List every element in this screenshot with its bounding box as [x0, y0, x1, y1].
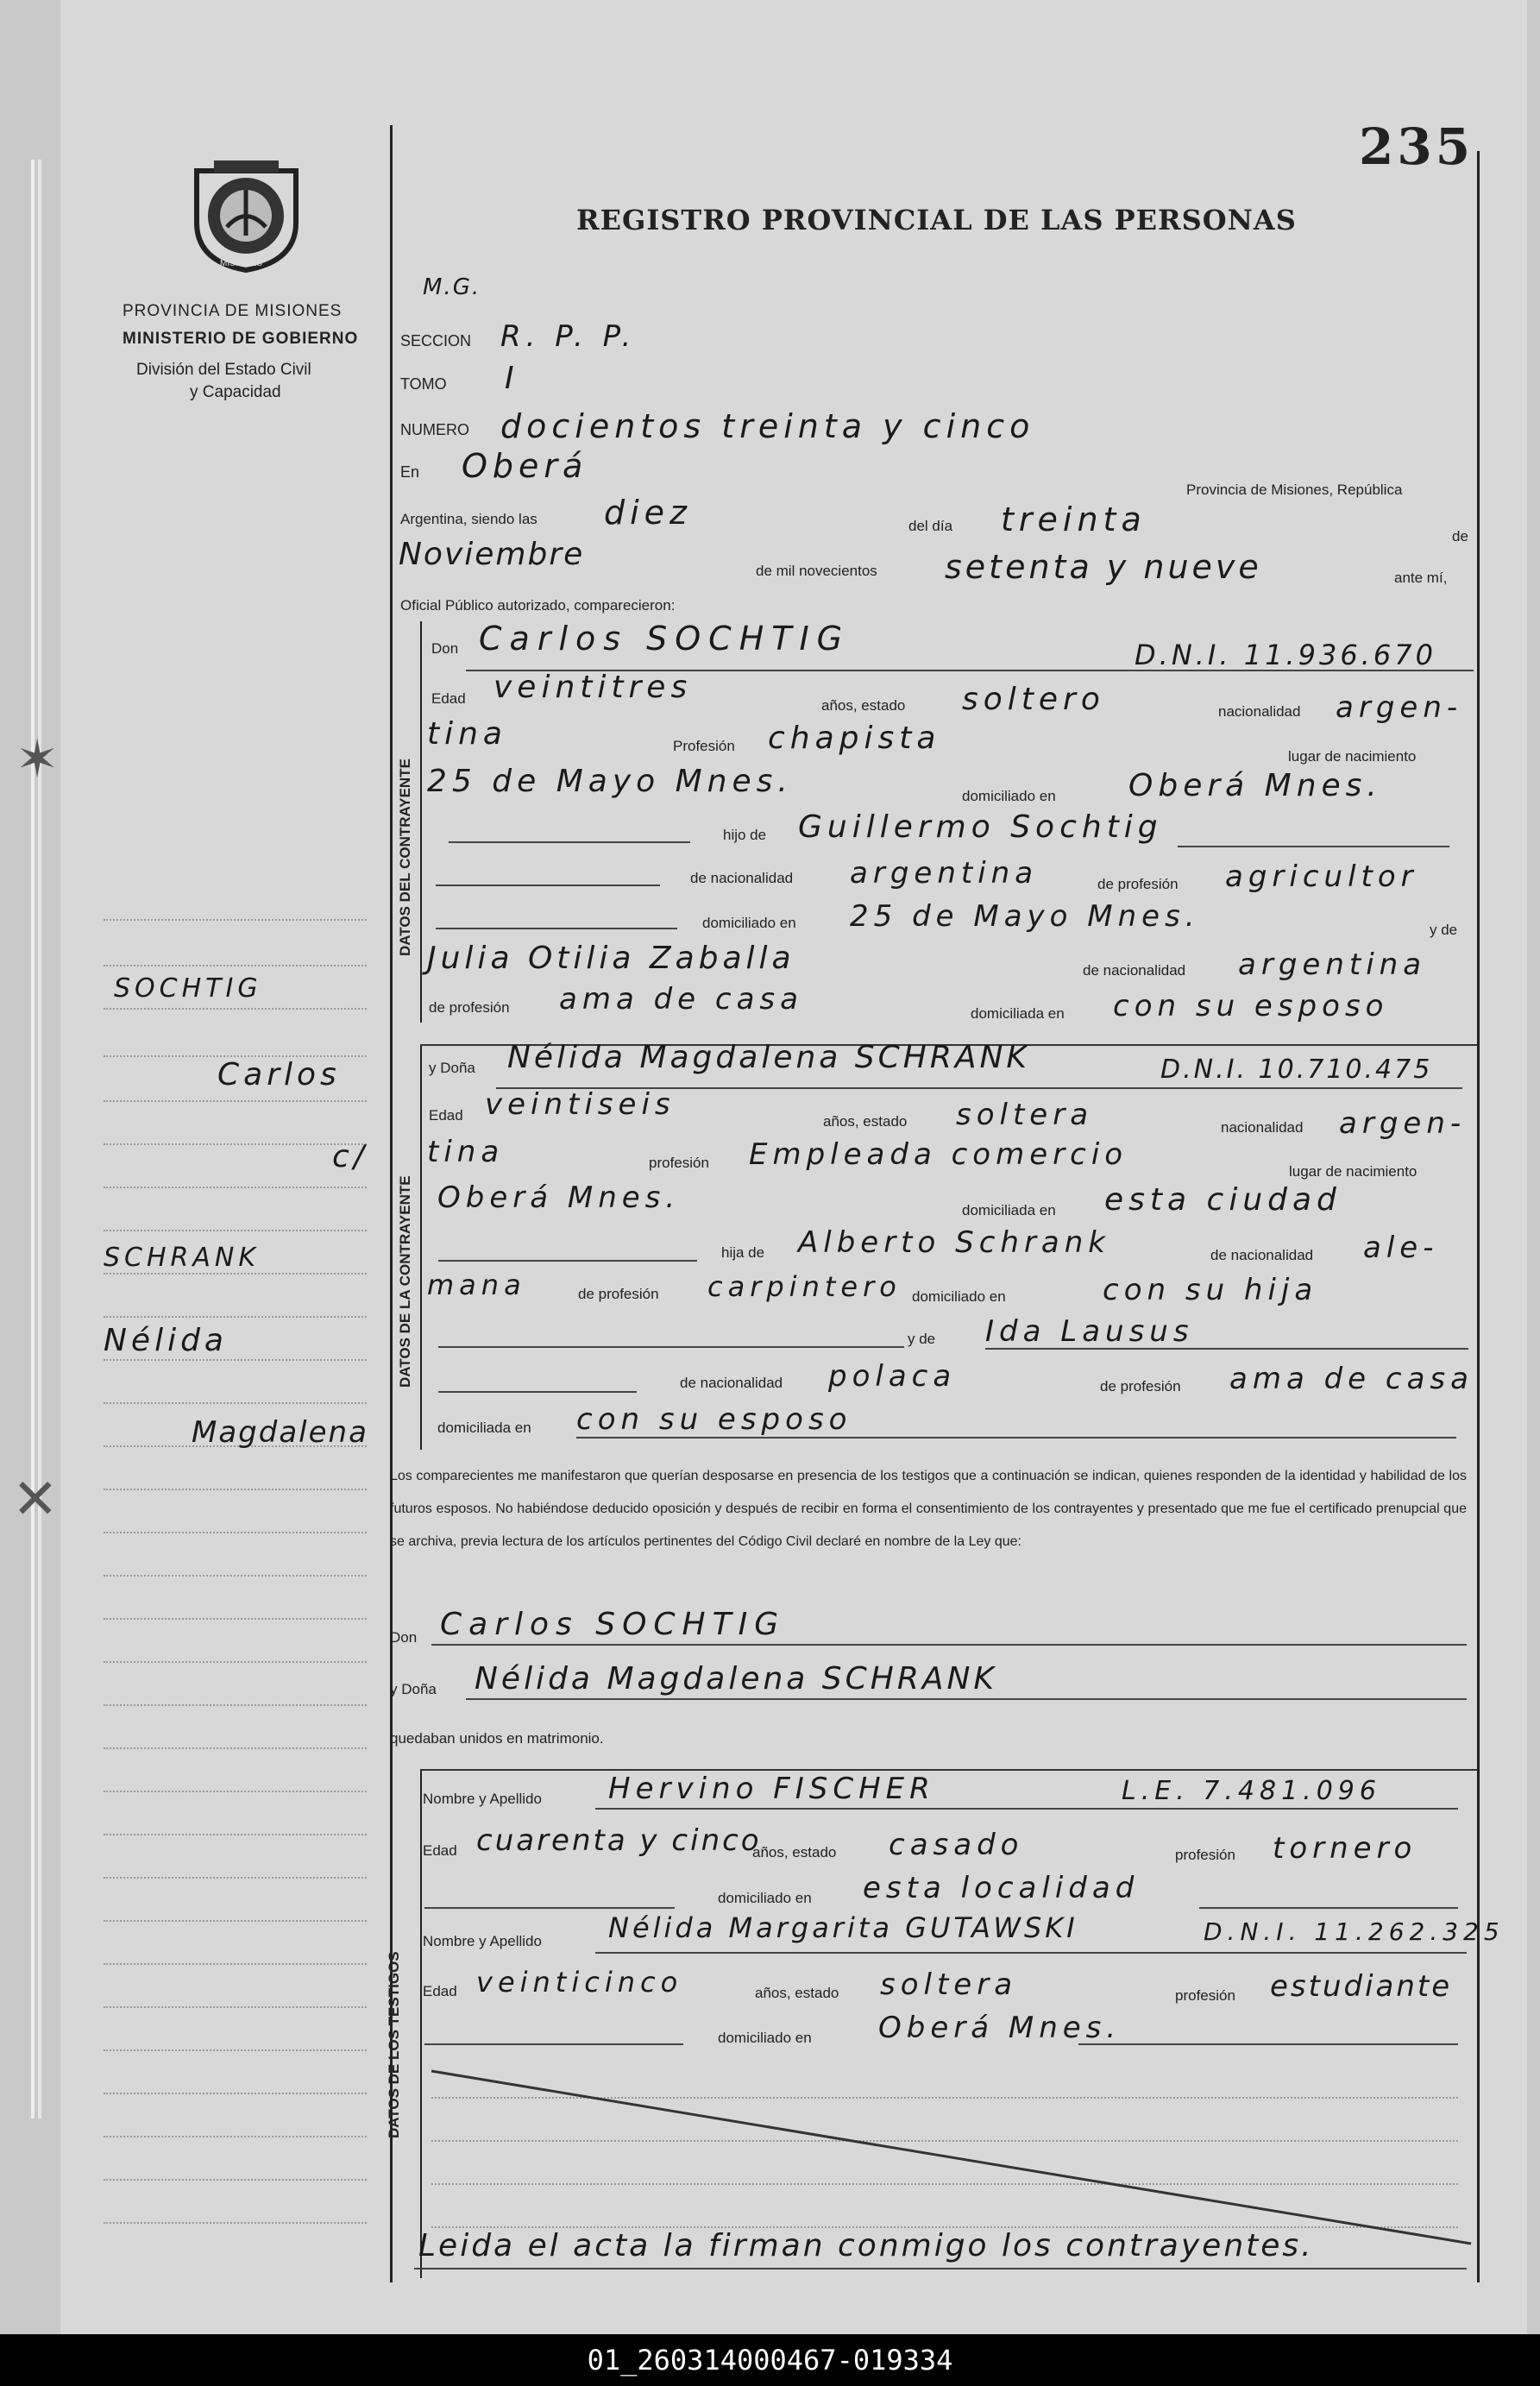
testigo-2-name: Nélida Margarita GUTAWSKI — [608, 1911, 1078, 1944]
margin-line — [104, 1100, 367, 1102]
underline — [466, 1698, 1467, 1700]
margin-line — [104, 1661, 367, 1663]
edad-label-t1: Edad — [423, 1842, 457, 1859]
contrayenta-profesion: Empleada comercio — [749, 1137, 1128, 1172]
margin-line — [104, 2179, 367, 2181]
right-rule — [1477, 151, 1480, 2282]
underline — [1078, 2043, 1458, 2045]
en-label: En — [400, 463, 420, 481]
underline — [414, 2268, 1467, 2270]
page-title: REGISTRO PROVINCIAL DE LAS PERSONAS — [576, 204, 1297, 236]
contrayenta-nacionalidad-cont: tina — [427, 1135, 505, 1169]
nombre-label-2: Nombre y Apellido — [423, 1933, 542, 1949]
margin-line — [104, 1618, 367, 1620]
padre-nac-label-2: de nacionalidad — [1210, 1247, 1314, 1263]
numero-label: NUMERO — [400, 421, 469, 438]
margin-line — [104, 1489, 367, 1490]
edad-label-2: Edad — [429, 1107, 463, 1124]
contrayente-padre-nac: argentina — [850, 856, 1039, 891]
tomo-label: TOMO — [400, 375, 447, 393]
don-label-2: Don — [390, 1629, 418, 1646]
anio-value: setenta y nueve — [945, 548, 1262, 586]
contrayenta-dni: D.N.I. 10.710.475 — [1160, 1054, 1433, 1085]
contrayenta-padre-nac-cont: mana — [427, 1269, 526, 1301]
image-caption: 01_260314000467-019334 — [0, 2334, 1540, 2386]
section-label-contrayente: DATOS DEL CONTRAYENTE — [397, 759, 413, 956]
declared-bride: Nélida Magdalena SCHRANK — [475, 1661, 998, 1697]
issuer-division: División del Estado Civil — [136, 361, 311, 379]
margin-name: Carlos — [217, 1057, 341, 1092]
contrayenta-padre-nac: ale- — [1363, 1231, 1439, 1265]
domiciliado-label: domiciliado en — [962, 788, 1056, 804]
estado-label-t2: años, estado — [755, 1985, 839, 2001]
margin-surname: SOCHTIG — [114, 973, 262, 1004]
underline — [431, 1644, 1467, 1646]
underline — [436, 885, 660, 886]
contrayenta-lugar: Oberá Mnes. — [437, 1180, 681, 1215]
contrayenta-padre-dom: con su hija — [1103, 1273, 1318, 1307]
estado-label-t1: años, estado — [752, 1844, 837, 1860]
hijo-label: hijo de — [723, 827, 767, 843]
underline — [438, 1260, 697, 1262]
profesion-label-t2: profesión — [1175, 1987, 1235, 2004]
dia-value: treinta — [1001, 500, 1147, 538]
margin-line — [104, 1008, 367, 1010]
contrayenta-nacionalidad: argen- — [1339, 1106, 1467, 1141]
margin-line — [104, 1575, 367, 1577]
contrayenta-padre-prof: carpintero — [707, 1270, 902, 1303]
margin-line — [104, 1963, 367, 1965]
madre-prof-label-2: de profesión — [1100, 1378, 1181, 1394]
margin-line — [104, 2222, 367, 2224]
margin-line — [104, 1273, 367, 1275]
contrayenta-madre-dom: con su esposo — [576, 1402, 852, 1437]
contrayenta-domicilio: esta ciudad — [1104, 1182, 1342, 1218]
declaration-paragraph: Los comparecientes me manifestaron que querían desposarse en presencia de los testigos que a continuación se indican, quienes responden de la identidad y habilidad de los futuros esposos. No habiéndose deducido oposición y después de recibir en forma el consentimiento de los contrayentes y presentado que me fue el certificado prenupcial que se archiva, previa lectura de los artículos pertinentes del Código Civil declaré en nombre de la Ley que: — [390, 1469, 1467, 1549]
issuer-province: PROVINCIA DE MISIONES — [123, 302, 343, 320]
madre-dom-label: domiciliada en — [971, 1005, 1065, 1022]
declared-groom: Carlos SOCHTIG — [440, 1607, 786, 1642]
binding-knot-icon: ✕ — [12, 1468, 59, 1530]
hija-label: hija de — [721, 1244, 765, 1261]
underline — [438, 1346, 904, 1348]
underline — [438, 1391, 637, 1393]
testigo-1-doc: L.E. 7.481.096 — [1122, 1776, 1381, 1806]
profesion-label-2: profesión — [649, 1155, 709, 1171]
padre-dom-label-2: domiciliado en — [912, 1288, 1006, 1305]
margin-line — [104, 2049, 367, 2051]
domiciliado-label-t1: domiciliado en — [718, 1890, 812, 1906]
margin-line — [104, 1359, 367, 1361]
underline — [595, 1808, 1458, 1810]
margin-line — [104, 1877, 367, 1879]
testigo-1-dom: esta localidad — [863, 1871, 1140, 1905]
contrayente-padre-prof: agricultor — [1225, 859, 1418, 894]
underline — [985, 1348, 1468, 1350]
closing-statement: Leida el acta la firman conmigo los contrayentes. — [418, 2228, 1314, 2263]
padre-dom-label: domiciliado en — [702, 915, 796, 931]
margin-line — [104, 1187, 367, 1188]
testigo-2-dom: Oberá Mnes. — [878, 2011, 1122, 2045]
edad-label: Edad — [431, 690, 466, 707]
contrayente-padre-dom: 25 de Mayo Mnes. — [850, 899, 1200, 934]
argentina-label: Argentina, siendo las — [400, 511, 537, 527]
margin-name-2a: Nélida — [104, 1323, 228, 1358]
testigos-top-rule — [420, 1769, 1477, 1771]
tomo-value: I — [505, 361, 519, 396]
testigo-2-edad: veinticinco — [476, 1966, 683, 1999]
margin-conjunction: c/ — [332, 1139, 368, 1174]
issuer-ministry: MINISTERIO DE GOBIERNO — [123, 330, 359, 348]
margin-line — [104, 1230, 367, 1231]
contrayente-madre-dom: con su esposo — [1113, 989, 1389, 1023]
underline — [449, 841, 690, 843]
profesion-label-t1: profesión — [1175, 1847, 1235, 1863]
padre-prof-label-2: de profesión — [578, 1286, 659, 1302]
contrayente-madre: Julia Otilia Zaballa — [427, 941, 795, 976]
testigo-1-estado: casado — [889, 1828, 1024, 1862]
estado-label: años, estado — [821, 697, 906, 714]
profesion-label: Profesión — [673, 738, 735, 754]
madre-dom-label-2: domiciliada en — [437, 1420, 531, 1436]
provincia-label: Provincia de Misiones, República — [1186, 482, 1403, 498]
seal-caption: MISIONES — [220, 259, 262, 268]
contrayente-nacionalidad: argen- — [1336, 690, 1463, 725]
contrayente-edad: veintitres — [493, 670, 693, 705]
domiciliada-label: domiciliada en — [962, 1202, 1056, 1218]
section-label-testigos: DATOS DE LOS TESTIGOS — [386, 1951, 402, 2138]
contrayenta-estado: soltera — [956, 1098, 1094, 1132]
seccion-value: R. P. P. — [500, 319, 637, 354]
nacionalidad-label-2: nacionalidad — [1221, 1119, 1304, 1136]
margin-line — [104, 1704, 367, 1706]
mes-value: Noviembre — [399, 537, 585, 572]
madre-nac-label-2: de nacionalidad — [680, 1375, 783, 1391]
contrayente-estado: soltero — [962, 682, 1105, 717]
nacionalidad-label: nacionalidad — [1218, 703, 1301, 720]
provincial-seal-icon — [188, 154, 305, 274]
contrayente-lugar: 25 de Mayo Mnes. — [427, 764, 793, 799]
margin-name-2b: Magdalena — [192, 1415, 368, 1450]
lugar-label-2: lugar de nacimiento — [1289, 1163, 1417, 1180]
testigo-2-doc: D.N.I. 11.262.325 — [1204, 1917, 1505, 1946]
binding-thread — [31, 160, 35, 2118]
section-label-contrayenta: DATOS DE LA CONTRAYENTE — [397, 1175, 413, 1388]
hora-value: diez — [604, 494, 693, 532]
padre-prof-label: de profesión — [1097, 876, 1179, 892]
contrayente-nacionalidad-cont: tina — [427, 716, 507, 752]
contrayenta-madre: Ida Lausus — [985, 1314, 1194, 1349]
contrayenta-madre-nac: polaca — [828, 1359, 957, 1394]
mil-label: de mil novecientos — [756, 563, 877, 579]
domiciliado-label-t2: domiciliado en — [718, 2030, 812, 2046]
margin-line — [104, 1920, 367, 1922]
y-de-label-2: y de — [908, 1331, 936, 1347]
underline — [1199, 1907, 1458, 1909]
estado-label-2: años, estado — [823, 1113, 908, 1130]
page-number: 235 — [1359, 117, 1474, 176]
oficial-label: Oficial Público autorizado, comparecieron: — [400, 597, 676, 614]
contrayente-padre: Guillermo Sochtig — [798, 809, 1163, 845]
margin-line — [104, 1532, 367, 1533]
margin-line — [104, 2006, 367, 2008]
margin-line — [104, 2136, 367, 2137]
contrayente-box-left — [420, 621, 422, 1023]
contrayenta-madre-prof: ama de casa — [1229, 1362, 1474, 1396]
underline — [1178, 846, 1449, 847]
edad-label-t2: Edad — [423, 1983, 457, 1999]
ante-label: ante mí, — [1394, 570, 1448, 586]
testigo-1-edad: cuarenta y cinco — [476, 1823, 762, 1858]
contrayente-name: Carlos SOCHTIG — [479, 620, 851, 658]
dona-label-2: y Doña — [390, 1681, 437, 1697]
underline — [595, 1952, 1467, 1954]
margin-line — [104, 919, 367, 921]
contrayente-domicilio: Oberá Mnes. — [1128, 768, 1382, 803]
lugar-label: lugar de nacimiento — [1288, 748, 1417, 765]
margin-line — [104, 1143, 367, 1145]
underline — [424, 2043, 683, 2045]
numero-value: docientos treinta y cinco — [500, 407, 1035, 445]
contrayente-madre-nac: argentina — [1238, 947, 1427, 982]
contrayente-profesion: chapista — [768, 721, 941, 756]
contrayenta-padre: Alberto Schrank — [798, 1225, 1110, 1260]
testigo-1-name: Hervino FISCHER — [608, 1772, 935, 1806]
mg-initials: M.G. — [423, 274, 481, 300]
margin-line — [104, 1791, 367, 1792]
seccion-label: SECCION — [400, 332, 472, 349]
testigo-2-estado: soltera — [880, 1967, 1018, 2002]
issuer-division-2: y Capacidad — [190, 383, 281, 401]
binding-knot-icon: ✶ — [16, 730, 60, 788]
padre-nac-label: de nacionalidad — [690, 870, 794, 886]
margin-surname-2: SCHRANK — [104, 1243, 261, 1273]
madre-nac-label: de nacionalidad — [1083, 962, 1186, 979]
y-de-label: y de — [1430, 922, 1458, 938]
madre-prof-label: de profesión — [429, 999, 510, 1016]
margin-line — [104, 1402, 367, 1404]
de-label: de — [1452, 528, 1468, 545]
margin-line — [104, 1747, 367, 1749]
margin-line — [104, 1316, 367, 1318]
margin-line — [104, 2093, 367, 2094]
contrayente-dni: D.N.I. 11.936.670 — [1135, 639, 1436, 671]
dona-label: y Doña — [429, 1060, 475, 1076]
nombre-label-1: Nombre y Apellido — [423, 1791, 542, 1807]
underline — [576, 1437, 1456, 1439]
testigo-2-prof: estudiante — [1270, 1969, 1453, 2004]
contrayenta-name: Nélida Magdalena SCHRANK — [507, 1040, 1031, 1075]
margin-line — [104, 965, 367, 966]
testigos-box-left — [420, 1769, 422, 2278]
contrayenta-box-left — [420, 1044, 422, 1450]
del-dia-label: del día — [908, 518, 953, 534]
contrayente-madre-prof: ama de casa — [559, 982, 803, 1017]
closing-phrase: quedaban unidos en matrimonio. — [390, 1730, 604, 1747]
underline — [436, 928, 677, 929]
testigo-1-prof: tornero — [1273, 1831, 1417, 1866]
don-label: Don — [431, 640, 459, 657]
underline — [424, 1907, 675, 1909]
margin-line — [104, 1834, 367, 1835]
en-value: Oberá — [462, 447, 588, 485]
contrayenta-edad: veintiseis — [485, 1087, 676, 1122]
